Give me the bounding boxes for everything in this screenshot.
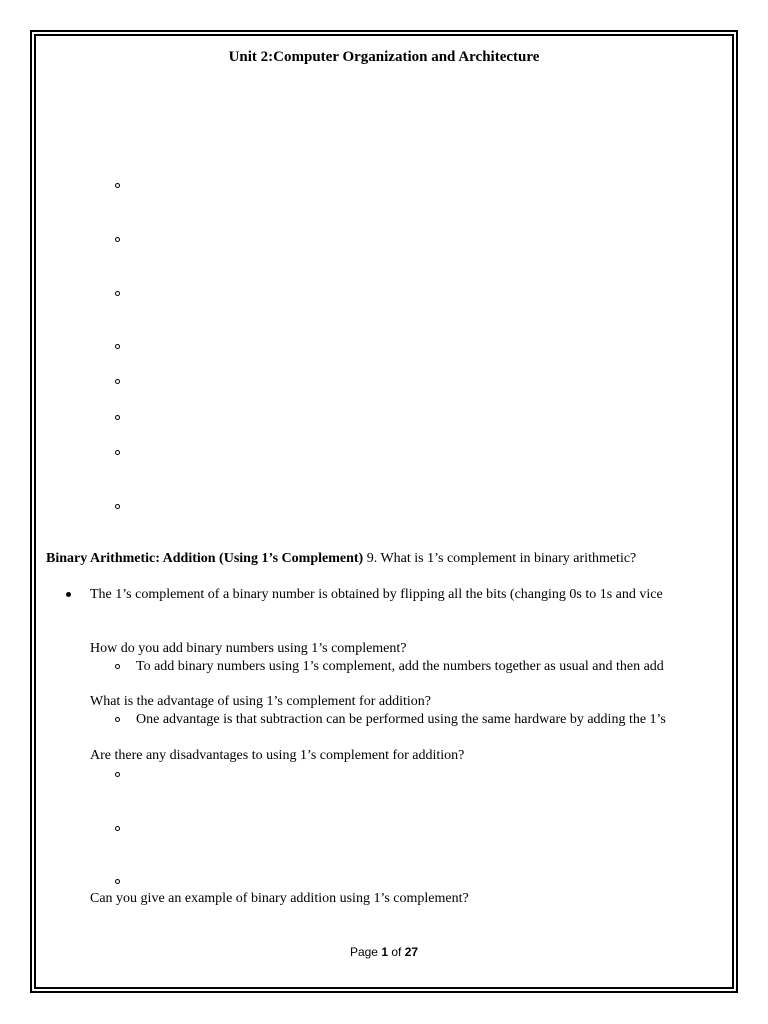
document-title: Unit 2:Computer Organization and Architecture	[228, 49, 540, 65]
empty-sub-bullet	[115, 291, 120, 296]
page-label: Page	[349, 945, 378, 959]
answer-advantage: One advantage is that subtraction can be performed using the same hardware by adding the 1’s	[136, 712, 666, 727]
section-line	[46, 551, 636, 567]
empty-sub-bullet	[115, 879, 120, 884]
empty-sub-bullet	[115, 504, 120, 509]
sub-bullet	[115, 717, 120, 722]
empty-sub-bullet	[115, 450, 120, 455]
page-current: 1	[381, 945, 388, 959]
section-question: 9. What is 1’s complement in binary arithmetic?	[363, 551, 637, 566]
question-how-add: How do you add binary numbers using 1’s complement?	[90, 641, 407, 656]
section-heading: Binary Arithmetic: Addition (Using 1’s Complement)	[46, 551, 364, 566]
page-total: 27	[404, 945, 419, 959]
bullet-text-complement: The 1’s complement of a binary number is obtained by flipping all the bits (changing 0s to 1s and vice	[90, 587, 663, 602]
empty-sub-bullet	[115, 237, 120, 242]
empty-sub-bullet	[115, 826, 120, 831]
page-border-inner	[34, 34, 734, 989]
empty-sub-bullet	[115, 183, 120, 188]
bullet-dot	[66, 592, 71, 597]
answer-how-add: To add binary numbers using 1’s complement, add the numbers together as usual and then add	[136, 659, 664, 674]
empty-sub-bullet	[115, 344, 120, 349]
question-example: Can you give an example of binary addition using 1’s complement?	[90, 891, 469, 906]
question-disadvantages: Are there any disadvantages to using 1’s complement for addition?	[90, 748, 465, 763]
empty-sub-bullet	[115, 772, 120, 777]
empty-sub-bullet	[115, 379, 120, 384]
page-number-footer	[0, 945, 768, 959]
sub-bullet	[115, 664, 120, 669]
page-of: of	[391, 945, 402, 959]
empty-sub-bullet	[115, 415, 120, 420]
question-advantage: What is the advantage of using 1’s complement for addition?	[90, 694, 431, 709]
